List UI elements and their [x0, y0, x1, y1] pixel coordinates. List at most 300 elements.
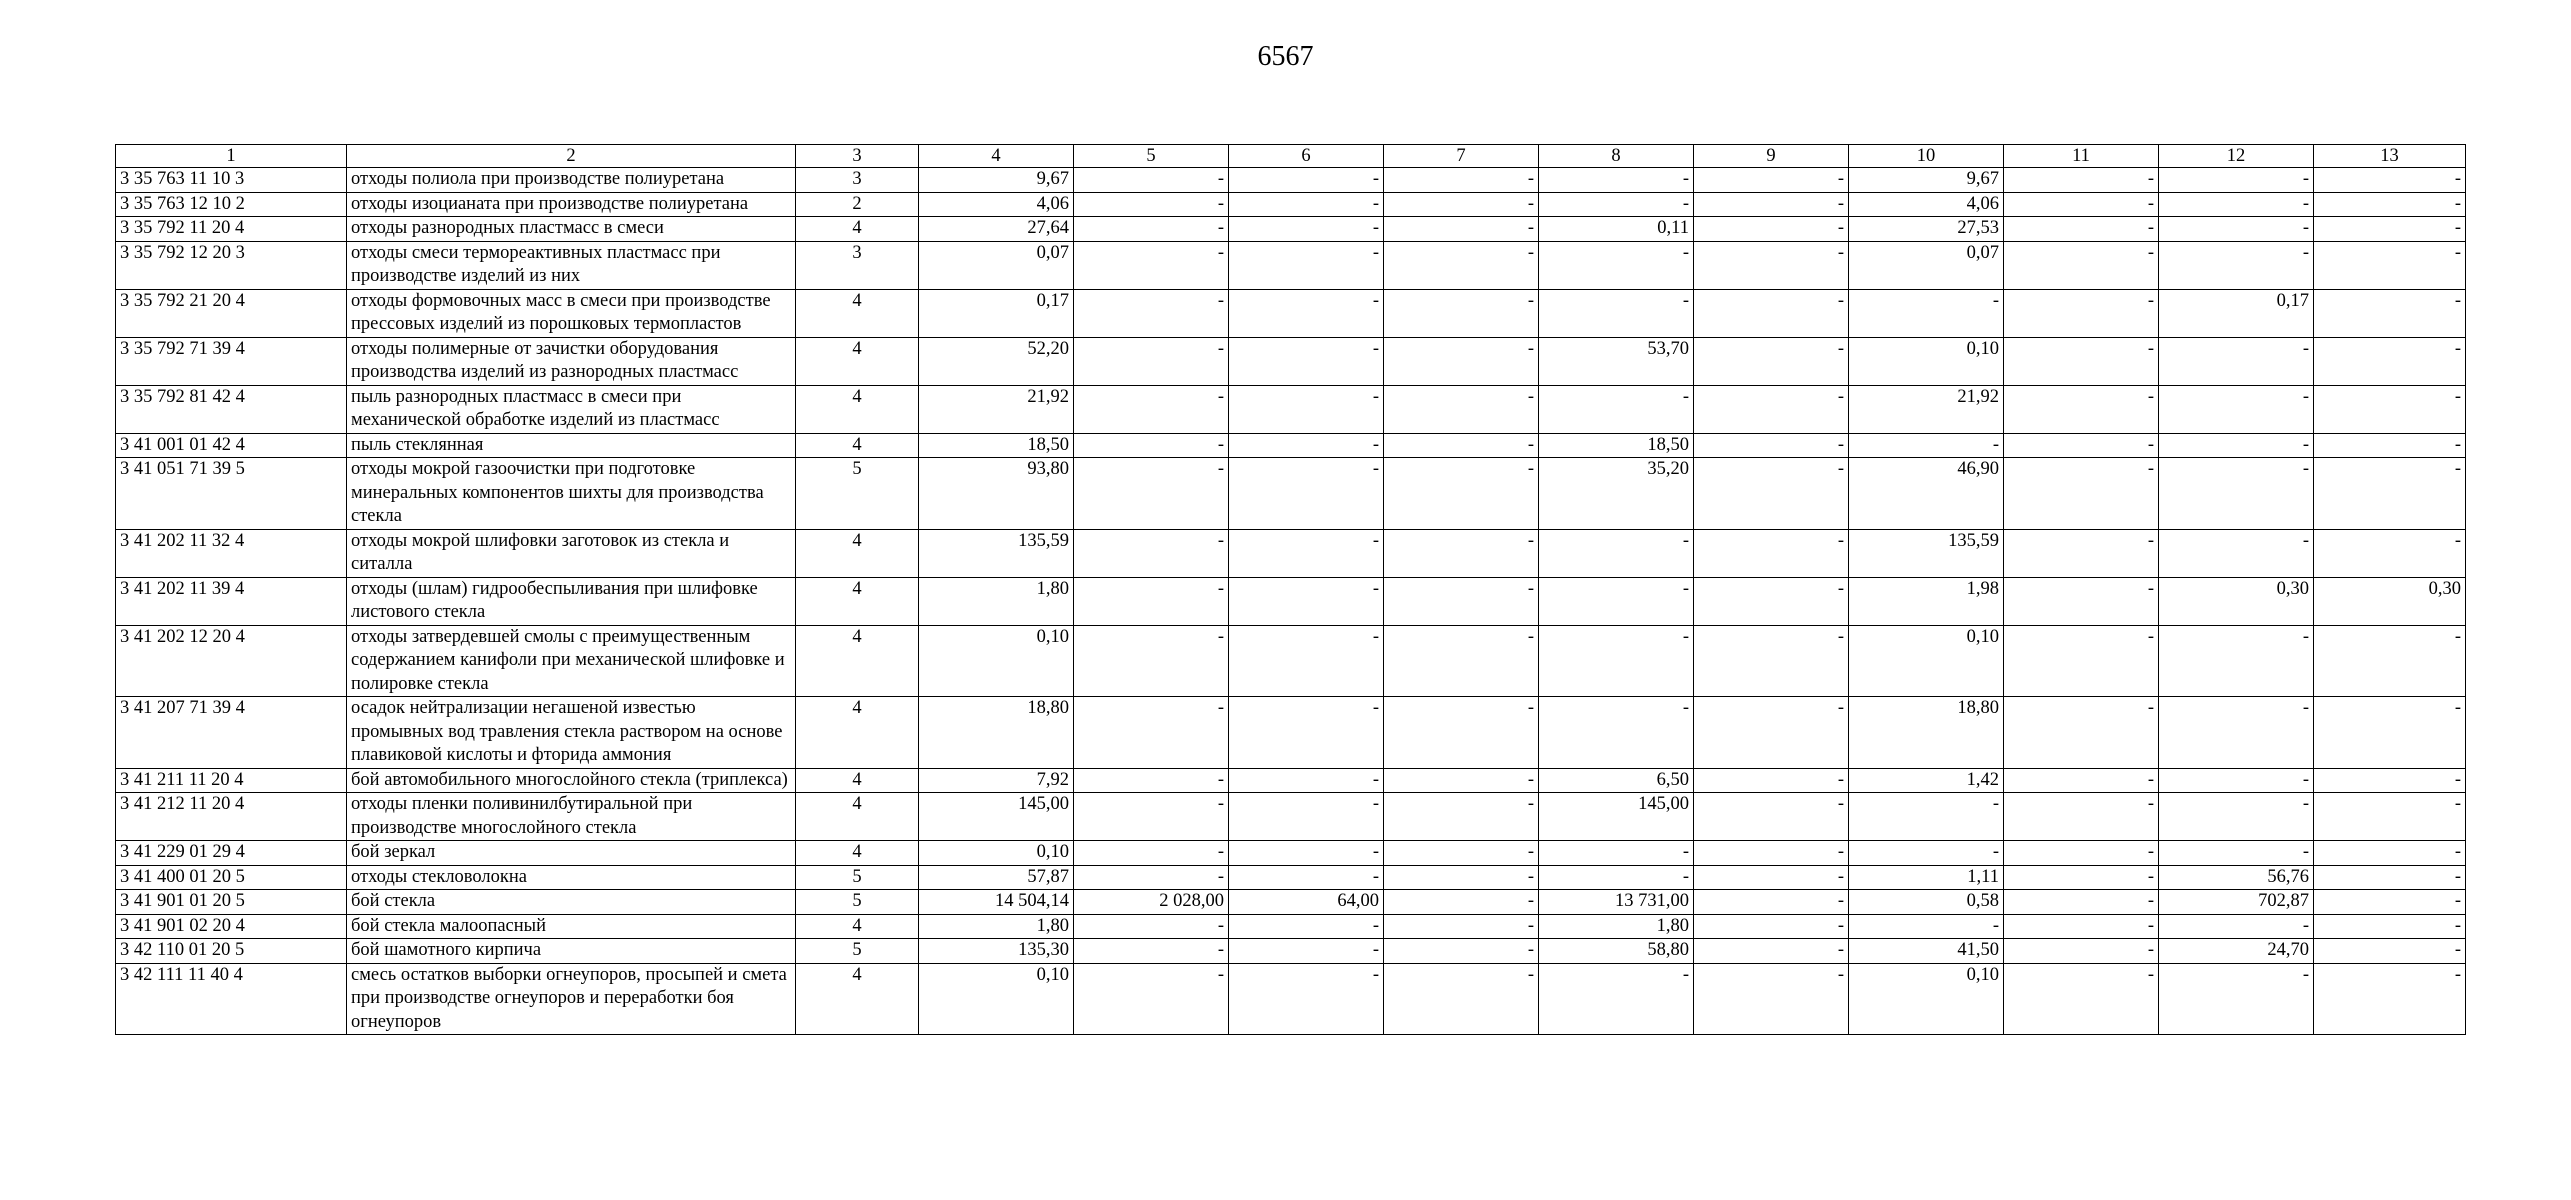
col-7-cell: -	[1384, 625, 1539, 697]
col-12-cell: -	[2159, 192, 2314, 217]
col-9-cell: -	[1694, 337, 1849, 385]
col-8-cell: -	[1539, 625, 1694, 697]
col-11-cell: -	[2004, 337, 2159, 385]
col-12-cell: -	[2159, 963, 2314, 1035]
col-11-cell: -	[2004, 433, 2159, 458]
col-12-cell: 0,17	[2159, 289, 2314, 337]
waste-name-cell: отходы (шлам) гидрообеспыливания при шлифовке листового стекла	[347, 577, 796, 625]
hazard-class-cell: 3	[796, 241, 919, 289]
col-13-cell: -	[2314, 865, 2466, 890]
waste-name-cell: смесь остатков выборки огнеупоров, просыпей и смета при производстве огнеупоров и переработки боя огнеупоров	[347, 963, 796, 1035]
col-8-cell: 58,80	[1539, 939, 1694, 964]
col-13-cell: -	[2314, 289, 2466, 337]
waste-code-cell: 3 41 212 11 20 4	[116, 793, 347, 841]
col-8-cell: 53,70	[1539, 337, 1694, 385]
column-header-3: 3	[796, 145, 919, 168]
table-row	[116, 529, 2466, 577]
col-4-cell: 14 504,14	[919, 890, 1074, 915]
col-11-cell: -	[2004, 914, 2159, 939]
col-4-cell: 135,30	[919, 939, 1074, 964]
table-row	[116, 433, 2466, 458]
column-header-8: 8	[1539, 145, 1694, 168]
col-8-cell: 1,80	[1539, 914, 1694, 939]
col-11-cell: -	[2004, 289, 2159, 337]
waste-code-cell: 3 35 792 21 20 4	[116, 289, 347, 337]
waste-code-cell: 3 35 792 81 42 4	[116, 385, 347, 433]
col-6-cell: -	[1229, 625, 1384, 697]
col-9-cell: -	[1694, 241, 1849, 289]
hazard-class-cell: 5	[796, 890, 919, 915]
col-4-cell: 18,80	[919, 697, 1074, 769]
hazard-class-cell: 4	[796, 337, 919, 385]
col-4-cell: 4,06	[919, 192, 1074, 217]
col-8-cell: 145,00	[1539, 793, 1694, 841]
page-number: 6567	[1257, 41, 1314, 72]
col-9-cell: -	[1694, 168, 1849, 193]
col-12-cell: -	[2159, 168, 2314, 193]
column-header-4: 4	[919, 145, 1074, 168]
col-10-cell: 18,80	[1849, 697, 2004, 769]
table-row	[116, 963, 2466, 1035]
col-11-cell: -	[2004, 385, 2159, 433]
col-8-cell: -	[1539, 577, 1694, 625]
col-11-cell: -	[2004, 217, 2159, 242]
col-8-cell: -	[1539, 289, 1694, 337]
col-8-cell: 0,11	[1539, 217, 1694, 242]
col-13-cell: -	[2314, 793, 2466, 841]
col-11-cell: -	[2004, 458, 2159, 530]
header-row	[116, 145, 2466, 168]
col-7-cell: -	[1384, 217, 1539, 242]
hazard-class-cell: 5	[796, 458, 919, 530]
col-8-cell: 6,50	[1539, 768, 1694, 793]
col-12-cell: -	[2159, 697, 2314, 769]
col-7-cell: -	[1384, 697, 1539, 769]
col-6-cell: -	[1229, 697, 1384, 769]
col-9-cell: -	[1694, 577, 1849, 625]
col-11-cell: -	[2004, 939, 2159, 964]
col-13-cell: -	[2314, 192, 2466, 217]
col-12-cell: -	[2159, 385, 2314, 433]
column-header-13: 13	[2314, 145, 2466, 168]
waste-code-cell: 3 41 207 71 39 4	[116, 697, 347, 769]
col-5-cell: -	[1074, 914, 1229, 939]
col-4-cell: 0,10	[919, 841, 1074, 866]
col-9-cell: -	[1694, 768, 1849, 793]
waste-code-cell: 3 35 763 11 10 3	[116, 168, 347, 193]
col-6-cell: -	[1229, 939, 1384, 964]
col-6-cell: -	[1229, 337, 1384, 385]
waste-code-cell: 3 41 001 01 42 4	[116, 433, 347, 458]
col-10-cell: 9,67	[1849, 168, 2004, 193]
hazard-class-cell: 4	[796, 577, 919, 625]
table-row	[116, 289, 2466, 337]
col-12-cell: 702,87	[2159, 890, 2314, 915]
col-9-cell: -	[1694, 529, 1849, 577]
col-5-cell: -	[1074, 458, 1229, 530]
col-11-cell: -	[2004, 697, 2159, 769]
table-row	[116, 914, 2466, 939]
waste-code-cell: 3 41 051 71 39 5	[116, 458, 347, 530]
col-5-cell: -	[1074, 241, 1229, 289]
column-header-9: 9	[1694, 145, 1849, 168]
col-7-cell: -	[1384, 890, 1539, 915]
col-9-cell: -	[1694, 385, 1849, 433]
col-4-cell: 57,87	[919, 865, 1074, 890]
col-10-cell: -	[1849, 289, 2004, 337]
col-4-cell: 0,10	[919, 963, 1074, 1035]
col-9-cell: -	[1694, 939, 1849, 964]
col-10-cell: -	[1849, 793, 2004, 841]
col-13-cell: -	[2314, 625, 2466, 697]
waste-code-cell: 3 41 400 01 20 5	[116, 865, 347, 890]
col-7-cell: -	[1384, 433, 1539, 458]
waste-name-cell: пыль разнородных пластмасс в смеси при механической обработке изделий из пластмасс	[347, 385, 796, 433]
col-5-cell: -	[1074, 865, 1229, 890]
hazard-class-cell: 4	[796, 793, 919, 841]
table-row	[116, 697, 2466, 769]
hazard-class-cell: 4	[796, 963, 919, 1035]
col-4-cell: 1,80	[919, 577, 1074, 625]
col-4-cell: 1,80	[919, 914, 1074, 939]
col-13-cell: -	[2314, 768, 2466, 793]
col-10-cell: 1,98	[1849, 577, 2004, 625]
col-5-cell: -	[1074, 385, 1229, 433]
col-8-cell: -	[1539, 241, 1694, 289]
col-6-cell: -	[1229, 793, 1384, 841]
col-12-cell: -	[2159, 241, 2314, 289]
hazard-class-cell: 4	[796, 697, 919, 769]
col-4-cell: 0,10	[919, 625, 1074, 697]
col-6-cell: -	[1229, 168, 1384, 193]
hazard-class-cell: 4	[796, 385, 919, 433]
col-10-cell: 41,50	[1849, 939, 2004, 964]
waste-code-cell: 3 41 229 01 29 4	[116, 841, 347, 866]
col-7-cell: -	[1384, 793, 1539, 841]
col-11-cell: -	[2004, 793, 2159, 841]
waste-code-cell: 3 41 901 02 20 4	[116, 914, 347, 939]
col-10-cell: -	[1849, 841, 2004, 866]
col-7-cell: -	[1384, 577, 1539, 625]
col-13-cell: -	[2314, 217, 2466, 242]
hazard-class-cell: 4	[796, 433, 919, 458]
col-10-cell: 46,90	[1849, 458, 2004, 530]
col-13-cell: -	[2314, 697, 2466, 769]
col-9-cell: -	[1694, 697, 1849, 769]
col-7-cell: -	[1384, 963, 1539, 1035]
col-6-cell: -	[1229, 433, 1384, 458]
waste-code-cell: 3 42 111 11 40 4	[116, 963, 347, 1035]
col-7-cell: -	[1384, 939, 1539, 964]
table-row	[116, 168, 2466, 193]
col-11-cell: -	[2004, 168, 2159, 193]
col-5-cell: -	[1074, 192, 1229, 217]
col-8-cell: -	[1539, 865, 1694, 890]
waste-name-cell: бой стекла	[347, 890, 796, 915]
col-12-cell: 56,76	[2159, 865, 2314, 890]
col-5-cell: -	[1074, 697, 1229, 769]
col-5-cell: -	[1074, 217, 1229, 242]
waste-name-cell: осадок нейтрализации негашеной известью промывных вод травления стекла раствором на основе плавиковой кислоты и фторида аммония	[347, 697, 796, 769]
waste-code-cell: 3 41 202 12 20 4	[116, 625, 347, 697]
col-12-cell: 0,30	[2159, 577, 2314, 625]
col-13-cell: -	[2314, 963, 2466, 1035]
col-6-cell: -	[1229, 241, 1384, 289]
waste-name-cell: бой зеркал	[347, 841, 796, 866]
col-8-cell: -	[1539, 192, 1694, 217]
table-row	[116, 337, 2466, 385]
col-8-cell: 13 731,00	[1539, 890, 1694, 915]
waste-name-cell: отходы полиола при производстве полиуретана	[347, 168, 796, 193]
col-11-cell: -	[2004, 241, 2159, 289]
col-5-cell: -	[1074, 337, 1229, 385]
waste-code-cell: 3 42 110 01 20 5	[116, 939, 347, 964]
col-10-cell: 21,92	[1849, 385, 2004, 433]
col-10-cell: 0,58	[1849, 890, 2004, 915]
column-header-5: 5	[1074, 145, 1229, 168]
waste-name-cell: отходы мокрой газоочистки при подготовке минеральных компонентов шихты для производства стекла	[347, 458, 796, 530]
col-8-cell: 18,50	[1539, 433, 1694, 458]
hazard-class-cell: 4	[796, 914, 919, 939]
col-6-cell: -	[1229, 217, 1384, 242]
col-11-cell: -	[2004, 890, 2159, 915]
col-6-cell: -	[1229, 458, 1384, 530]
col-5-cell: 2 028,00	[1074, 890, 1229, 915]
col-6-cell: -	[1229, 577, 1384, 625]
col-4-cell: 145,00	[919, 793, 1074, 841]
col-13-cell: -	[2314, 337, 2466, 385]
col-9-cell: -	[1694, 217, 1849, 242]
col-11-cell: -	[2004, 768, 2159, 793]
col-5-cell: -	[1074, 793, 1229, 841]
table-row	[116, 939, 2466, 964]
col-8-cell: -	[1539, 529, 1694, 577]
col-10-cell: 0,10	[1849, 337, 2004, 385]
table-row	[116, 865, 2466, 890]
table-row	[116, 217, 2466, 242]
col-6-cell: 64,00	[1229, 890, 1384, 915]
col-4-cell: 93,80	[919, 458, 1074, 530]
table-row	[116, 625, 2466, 697]
col-12-cell: -	[2159, 841, 2314, 866]
hazard-class-cell: 4	[796, 841, 919, 866]
col-13-cell: -	[2314, 385, 2466, 433]
col-7-cell: -	[1384, 841, 1539, 866]
hazard-class-cell: 3	[796, 168, 919, 193]
col-6-cell: -	[1229, 289, 1384, 337]
col-4-cell: 18,50	[919, 433, 1074, 458]
col-5-cell: -	[1074, 625, 1229, 697]
col-9-cell: -	[1694, 890, 1849, 915]
col-4-cell: 135,59	[919, 529, 1074, 577]
waste-code-cell: 3 35 792 11 20 4	[116, 217, 347, 242]
hazard-class-cell: 4	[796, 768, 919, 793]
col-12-cell: -	[2159, 914, 2314, 939]
hazard-class-cell: 4	[796, 289, 919, 337]
waste-table	[115, 144, 2466, 1035]
col-11-cell: -	[2004, 841, 2159, 866]
col-12-cell: -	[2159, 217, 2314, 242]
col-4-cell: 52,20	[919, 337, 1074, 385]
col-7-cell: -	[1384, 168, 1539, 193]
table-row	[116, 793, 2466, 841]
col-5-cell: -	[1074, 433, 1229, 458]
waste-code-cell: 3 35 792 71 39 4	[116, 337, 347, 385]
column-header-12: 12	[2159, 145, 2314, 168]
col-8-cell: -	[1539, 697, 1694, 769]
col-10-cell: 4,06	[1849, 192, 2004, 217]
col-7-cell: -	[1384, 385, 1539, 433]
col-6-cell: -	[1229, 385, 1384, 433]
hazard-class-cell: 2	[796, 192, 919, 217]
col-11-cell: -	[2004, 529, 2159, 577]
waste-name-cell: пыль стеклянная	[347, 433, 796, 458]
waste-code-cell: 3 41 202 11 39 4	[116, 577, 347, 625]
col-5-cell: -	[1074, 939, 1229, 964]
col-4-cell: 0,17	[919, 289, 1074, 337]
col-9-cell: -	[1694, 963, 1849, 1035]
col-7-cell: -	[1384, 458, 1539, 530]
table-body	[116, 168, 2466, 1035]
col-4-cell: 21,92	[919, 385, 1074, 433]
col-10-cell: 135,59	[1849, 529, 2004, 577]
hazard-class-cell: 5	[796, 939, 919, 964]
waste-code-cell: 3 41 901 01 20 5	[116, 890, 347, 915]
col-4-cell: 0,07	[919, 241, 1074, 289]
col-10-cell: 1,11	[1849, 865, 2004, 890]
col-6-cell: -	[1229, 529, 1384, 577]
col-8-cell: -	[1539, 385, 1694, 433]
col-10-cell: 0,10	[1849, 963, 2004, 1035]
col-13-cell: -	[2314, 168, 2466, 193]
col-5-cell: -	[1074, 577, 1229, 625]
col-10-cell: -	[1849, 433, 2004, 458]
col-9-cell: -	[1694, 433, 1849, 458]
col-13-cell: -	[2314, 433, 2466, 458]
col-12-cell: 24,70	[2159, 939, 2314, 964]
waste-name-cell: отходы смеси термореактивных пластмасс при производстве изделий из них	[347, 241, 796, 289]
col-9-cell: -	[1694, 192, 1849, 217]
waste-name-cell: отходы разнородных пластмасс в смеси	[347, 217, 796, 242]
col-9-cell: -	[1694, 458, 1849, 530]
column-header-7: 7	[1384, 145, 1539, 168]
waste-name-cell: бой стекла малоопасный	[347, 914, 796, 939]
col-6-cell: -	[1229, 963, 1384, 1035]
col-13-cell: -	[2314, 939, 2466, 964]
col-9-cell: -	[1694, 625, 1849, 697]
col-7-cell: -	[1384, 768, 1539, 793]
col-4-cell: 27,64	[919, 217, 1074, 242]
col-13-cell: -	[2314, 529, 2466, 577]
col-12-cell: -	[2159, 433, 2314, 458]
col-5-cell: -	[1074, 529, 1229, 577]
col-5-cell: -	[1074, 289, 1229, 337]
col-10-cell: 1,42	[1849, 768, 2004, 793]
col-8-cell: 35,20	[1539, 458, 1694, 530]
waste-name-cell: отходы формовочных масс в смеси при производстве прессовых изделий из порошковых термопластов	[347, 289, 796, 337]
table-row	[116, 890, 2466, 915]
table-row	[116, 768, 2466, 793]
table-row	[116, 241, 2466, 289]
col-9-cell: -	[1694, 793, 1849, 841]
col-11-cell: -	[2004, 625, 2159, 697]
col-12-cell: -	[2159, 458, 2314, 530]
hazard-class-cell: 4	[796, 529, 919, 577]
col-7-cell: -	[1384, 241, 1539, 289]
col-6-cell: -	[1229, 841, 1384, 866]
col-8-cell: -	[1539, 963, 1694, 1035]
col-13-cell: -	[2314, 890, 2466, 915]
hazard-class-cell: 4	[796, 625, 919, 697]
col-12-cell: -	[2159, 768, 2314, 793]
col-5-cell: -	[1074, 841, 1229, 866]
waste-name-cell: отходы полимерные от зачистки оборудования производства изделий из разнородных пластмасс	[347, 337, 796, 385]
col-7-cell: -	[1384, 914, 1539, 939]
col-6-cell: -	[1229, 914, 1384, 939]
col-12-cell: -	[2159, 625, 2314, 697]
table-row	[116, 841, 2466, 866]
col-5-cell: -	[1074, 963, 1229, 1035]
col-4-cell: 7,92	[919, 768, 1074, 793]
col-8-cell: -	[1539, 841, 1694, 866]
col-13-cell: -	[2314, 458, 2466, 530]
col-9-cell: -	[1694, 289, 1849, 337]
table-row	[116, 192, 2466, 217]
waste-name-cell: отходы пленки поливинилбутиральной при производстве многослойного стекла	[347, 793, 796, 841]
table-row	[116, 385, 2466, 433]
col-13-cell: -	[2314, 841, 2466, 866]
col-12-cell: -	[2159, 337, 2314, 385]
table-row	[116, 458, 2466, 530]
col-6-cell: -	[1229, 192, 1384, 217]
col-7-cell: -	[1384, 529, 1539, 577]
table-row	[116, 577, 2466, 625]
col-10-cell: -	[1849, 914, 2004, 939]
column-header-2: 2	[347, 145, 796, 168]
col-11-cell: -	[2004, 865, 2159, 890]
col-11-cell: -	[2004, 192, 2159, 217]
waste-name-cell: отходы стекловолокна	[347, 865, 796, 890]
col-12-cell: -	[2159, 793, 2314, 841]
col-13-cell: 0,30	[2314, 577, 2466, 625]
col-7-cell: -	[1384, 337, 1539, 385]
col-7-cell: -	[1384, 289, 1539, 337]
col-4-cell: 9,67	[919, 168, 1074, 193]
waste-name-cell: бой автомобильного многослойного стекла (триплекса)	[347, 768, 796, 793]
col-9-cell: -	[1694, 841, 1849, 866]
col-9-cell: -	[1694, 914, 1849, 939]
column-header-11: 11	[2004, 145, 2159, 168]
col-11-cell: -	[2004, 963, 2159, 1035]
hazard-class-cell: 4	[796, 217, 919, 242]
col-12-cell: -	[2159, 529, 2314, 577]
waste-name-cell: отходы мокрой шлифовки заготовок из стекла и ситалла	[347, 529, 796, 577]
col-6-cell: -	[1229, 865, 1384, 890]
col-5-cell: -	[1074, 168, 1229, 193]
col-10-cell: 0,10	[1849, 625, 2004, 697]
col-5-cell: -	[1074, 768, 1229, 793]
col-13-cell: -	[2314, 914, 2466, 939]
waste-code-cell: 3 41 202 11 32 4	[116, 529, 347, 577]
col-11-cell: -	[2004, 577, 2159, 625]
col-7-cell: -	[1384, 865, 1539, 890]
col-10-cell: 27,53	[1849, 217, 2004, 242]
hazard-class-cell: 5	[796, 865, 919, 890]
waste-name-cell: отходы затвердевшей смолы с преимущественным содержанием канифоли при механической шлифовке и полировке стекла	[347, 625, 796, 697]
column-header-6: 6	[1229, 145, 1384, 168]
column-header-10: 10	[1849, 145, 2004, 168]
col-8-cell: -	[1539, 168, 1694, 193]
